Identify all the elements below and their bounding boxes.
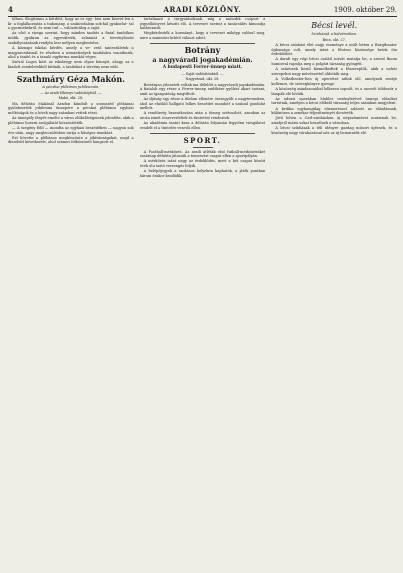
paragraph: Szóval Lugos közt az iskolaügy nem olyan könnyű, ahogy az a kiadott rendeletekből kitűnik, a tanítókat a törvény nem védi. bbox=[8, 60, 134, 70]
paragraph: Az ünnepély fényét emelte a város előkelőségeinek jelenléte, akik a plébános hosszú szolgálatát köszöntötték. bbox=[8, 116, 134, 125]
short-divider bbox=[193, 147, 213, 148]
paragraph: A rendőrség beavatkozása után a tömeg szétoszlott, azonban az utcán ismét összeverődtek és tüntetést rendeztek. bbox=[139, 111, 266, 121]
columns bbox=[8, 17, 397, 570]
paragraph: A kritika egyhangúlag elismeréssel adózott az előadásnak, különösen a zenekar teljesítményét dicsérték. bbox=[271, 106, 398, 116]
page-number: 4 bbox=[8, 5, 13, 14]
paragraph: tartalmazó a tárgyalásoknak, míg a második csoport a jegyzőkönyvet készíti elő. A tervezet szerint a tanácsülés kimondja határozatát. bbox=[139, 17, 266, 31]
paragraph: A színészek közül kiemelkedtek a főszereplők, akik a nehéz szerepeket nagy művészettel oldották meg. bbox=[271, 67, 398, 76]
article-byline: — Saját tudósítónktól. — bbox=[181, 71, 224, 76]
paragraph: Megkérdezték a kormányt, hogy a tervezet miképp valósul meg, mire a miniszter kitérő választ adott. bbox=[139, 31, 266, 41]
section-divider bbox=[150, 43, 256, 44]
dateline: Nagyvárad, okt. 28. bbox=[185, 77, 220, 82]
column-3 bbox=[271, 17, 397, 570]
paragraph: Az akadémia tanári kara a délután folyamán fegyelmi vizsgálatot rendelt el a tüntetés vezetői ellen. bbox=[139, 121, 266, 130]
paragraph: Jövő héten a Carl-színházban új népszínművet mutatnak be, amelyről máris sokat beszélnek a városban. bbox=[271, 116, 398, 125]
article-byline: — Az aradi főkönyv tudósítójától. — bbox=[40, 90, 102, 95]
column-2 bbox=[140, 17, 266, 570]
page-header bbox=[8, 4, 397, 17]
paragraph: Az udvari operában Mahler vezényletével ünnepi előadást tartottak, amelyen a bécsi előkelő társaság teljes számban megjelent. bbox=[271, 96, 398, 106]
article-subheading: Szinházak a balvárosban. bbox=[311, 32, 358, 36]
paragraph: A mérkőzés iránt nagy az érdeklődés, mert a két csapat között évek óta tartó versengés folyik. bbox=[139, 159, 266, 169]
paragraph: Az első a vizsga szerint, hogy minden tanítás a fiatal tanítókon múlik, gyakran az egyesületek, valamint a törvényhozás szabályozásának rendjén lesz mélyen megfontolva. bbox=[8, 31, 134, 45]
paragraph: A belépőjegyek a szokásos helyeken kaphatók, a játék pontban három órakor kezdődik. bbox=[139, 169, 266, 178]
paragraph: Botrányos jelenetek voltak ma délelőtt a nagyváradi jogakadémián. A fiatalok egy része a Ferrer-ünnep emlékére gyűlést akart tartani, amit az igazgatóság megtiltott. bbox=[139, 82, 266, 96]
article-subheading: a nagyváradi jogakadémián. bbox=[152, 56, 253, 65]
paragraph: Az ifjúság egy része a tilalom ellenére összegyűlt a nagyteremben, ahol az elnöklő hallgató lelkes beszédet mondott a szabad gondolat mellett. bbox=[139, 96, 266, 111]
paragraph: A Volkstheater-ben új operettet adtak elő, amelynek zenéje kellemes, de szövegkönyve gyenge. bbox=[271, 77, 398, 86]
section-divider bbox=[150, 133, 256, 134]
paragraph: — A szegény föld — mondta az egyházi beszédében — nagyon sok éve után, nagy megbecsülésben tartja a hűséges munkást. bbox=[8, 125, 134, 135]
paragraph: A darab egy régi bécsi család sorsát mutatja be, a szerző finom humorral rajzolja meg a polgári társaság gyöngéit. bbox=[271, 57, 398, 67]
paragraph: A bécsi színházak a téli idényre gazdag műsort ígérnek, és a közönség nagy várakozással néz az új bemutatók elé. bbox=[271, 126, 398, 135]
section-divider bbox=[18, 72, 124, 73]
sport-heading: SPORT. bbox=[183, 135, 222, 145]
article-heading: Szathmáry Géza Makón. bbox=[16, 73, 125, 84]
paragraph: A bécsi színházi élet nagy eseménye a múlt héten a Burgtheater újdonsága volt, amely iránt a főváros közönsége hetek óta érdeklődött. bbox=[271, 43, 398, 57]
article-heading: Bécsi levél. bbox=[311, 21, 358, 30]
paragraph: Ma délután Makónál Aradon kiindult a szomszéd plébániai gyülekezetek jubileumi ünnepére a pécskai plébános egyházi méltóságok és a hívek nagy számban vettek részt. bbox=[8, 101, 134, 115]
article-subheading: A pécskai plébános jubileumán. bbox=[42, 85, 100, 90]
dateline: Bécs, okt. 27. bbox=[322, 37, 346, 42]
article-subheading-2: A budapesti Ferrer-ünnep miatt. bbox=[162, 65, 243, 71]
issue-date: 1909. október 29. bbox=[333, 6, 397, 14]
paragraph: A közönség mindazonáltal lelkesen tapsolt, és a szerzőt többször a lámpák elé hívták. bbox=[271, 86, 398, 96]
paragraph: Ezt követte a plébános megköszönte a jókívánságokat, majd a díszebéd következett, ahol számos felköszöntő hangzott el. bbox=[8, 135, 134, 145]
newspaper-title: ARADI KÖZLÖNY. bbox=[163, 5, 242, 14]
paragraph: A köznapi iskolai kérdés, amely a ve- zető tantestületek a magyarosításnál és részben a nemzetiségek tanítására vonatkozik, ahol a tanító és a tanuló egyforma munkát végez. bbox=[8, 45, 134, 60]
paragraph: tiltani, illegitimus a kérdést, hogy az ez egy- ben nem közvet-len a ki- a foglalkoztatás a tudomány, a szakirodalom sok-kal gyakorlat- tal a gyermekekről, és nem tud — valószínűleg a saját. bbox=[8, 17, 134, 31]
dateline: Makó, okt. 28. bbox=[58, 96, 84, 101]
paragraph: A Football-mérkőzés. Az aradi atléták első futball-mérkőzésüket vasárnap délután játsszák a temesvári csapat ellen a sportpályán. bbox=[139, 149, 266, 159]
article-heading: Botrány bbox=[184, 44, 221, 55]
column-1 bbox=[8, 17, 134, 570]
